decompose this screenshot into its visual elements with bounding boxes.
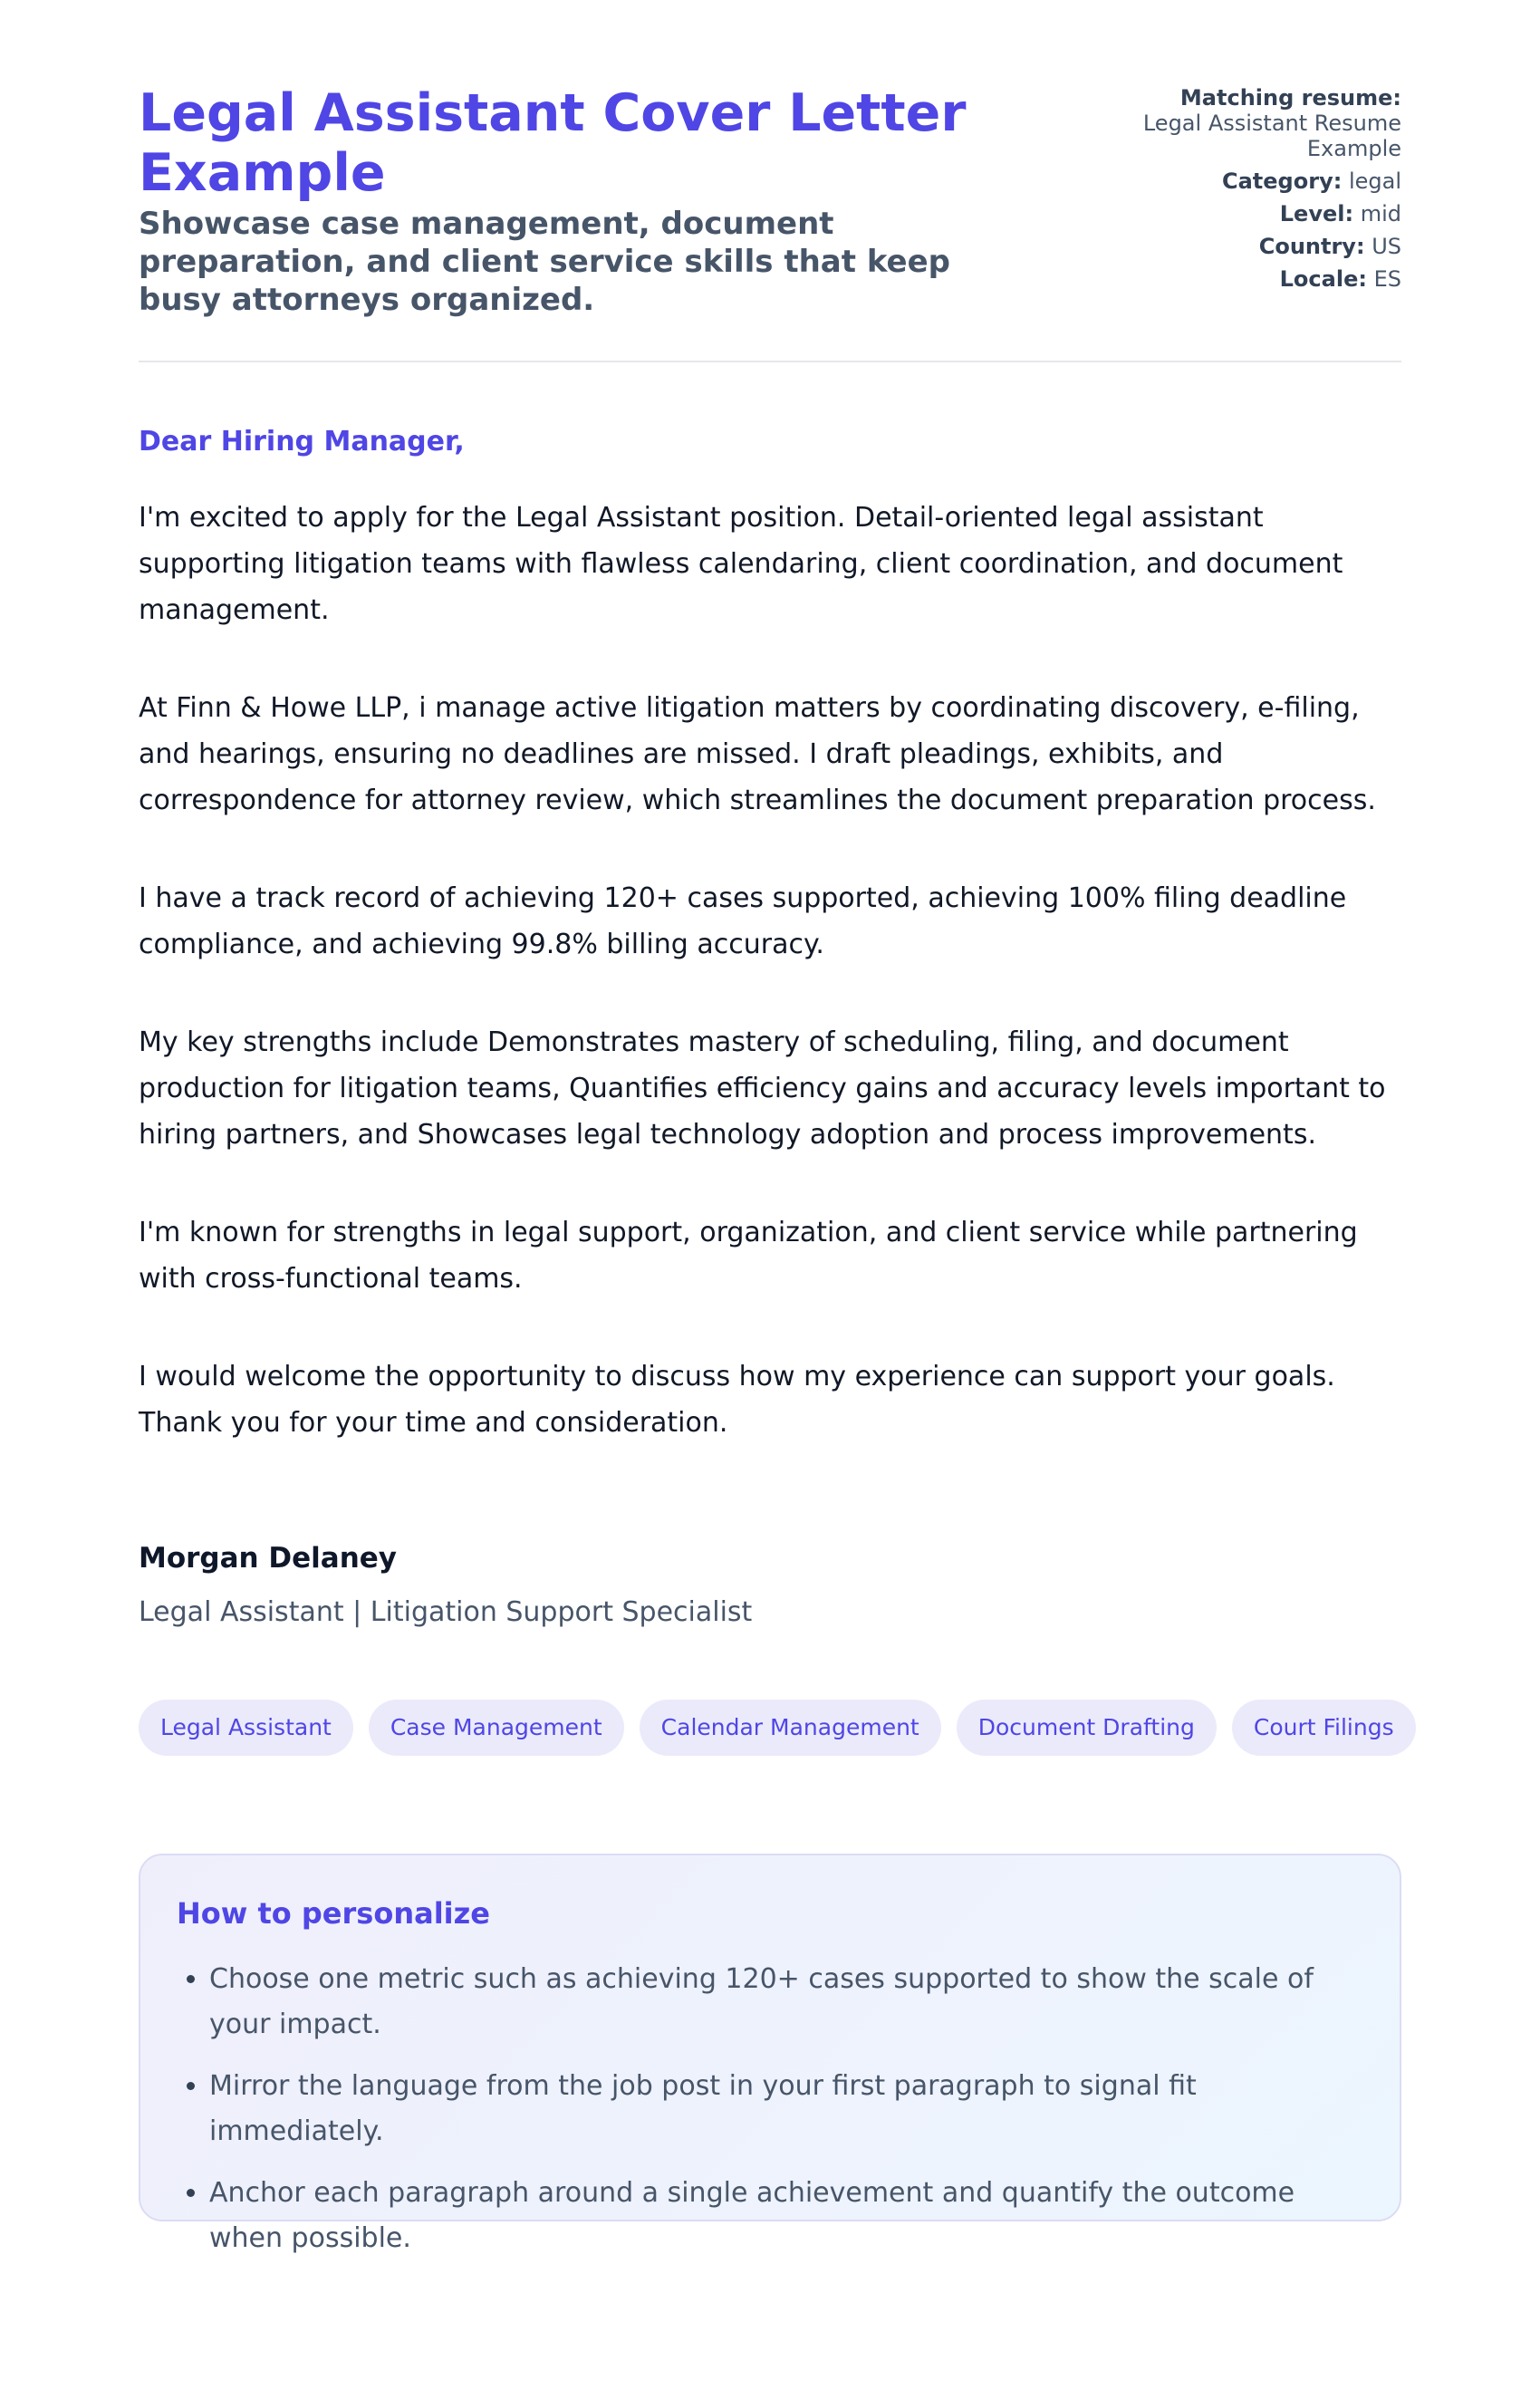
meta-label: Level: (1279, 201, 1354, 226)
meta-category (1075, 169, 1401, 194)
letter-body (139, 426, 1401, 1446)
cover-letter-page (139, 83, 1401, 2254)
tips-list (177, 1957, 1363, 2261)
meta-value: US (1372, 234, 1401, 259)
tips-list-item: • Choose one metric such as achieving 120+ cases supported to show the scale of your impact. (209, 1957, 1363, 2047)
letter-greeting: Dear Hiring Manager, (139, 426, 465, 458)
signature-title: Legal Assistant | Litigation Support Specialist (139, 1596, 753, 1628)
skill-tag: Legal Assistant (139, 1700, 353, 1756)
skill-tag: Calendar Management (640, 1700, 941, 1756)
page-subtitle: Showcase case management, document preparation, and client service skills that keep busy attorneys organized. (139, 206, 950, 318)
personalize-tips-card (139, 1854, 1401, 2254)
skill-tags (139, 1700, 1401, 1756)
meta-label: Matching resume: (1179, 85, 1401, 111)
meta-label: Category: (1222, 169, 1343, 194)
meta-country (1075, 234, 1401, 259)
tips-title: How to personalize (177, 1896, 490, 1931)
page-header (139, 83, 1401, 319)
meta-label: Country: (1258, 234, 1365, 259)
header-divider (139, 361, 1401, 362)
matching-resume-link[interactable]: Legal Assistant Resume Example (1142, 111, 1401, 161)
skill-tag: Court Filings (1232, 1700, 1416, 1756)
meta-value: legal (1348, 169, 1401, 194)
header-titles (139, 83, 1035, 319)
meta-locale (1075, 266, 1401, 292)
letter-paragraph: At Finn & Howe LLP, i manage active litigation matters by coordinating discovery, e-filing, and hearings, ensuring no deadlines are missed. I draft pleadings, exhibits, and correspondence for attorney review, which streamlines the document preparation process. (139, 692, 1376, 816)
skill-tag: Case Management (369, 1700, 624, 1756)
letter-paragraph: I have a track record of achieving 120+ cases supported, achieving 100% filing deadline compliance, and achieving 99.8% billing accuracy. (139, 882, 1347, 960)
signature-name: Morgan Delaney (139, 1542, 398, 1575)
tips-list-item: • Anchor each paragraph around a single achievement and quantify the outcome when possible. (209, 2171, 1363, 2261)
letter-paragraph: I'm excited to apply for the Legal Assistant position. Detail-oriented legal assistant supporting litigation teams with flawless calendaring, client coordination, and document management. (139, 502, 1343, 626)
signature-block (139, 1540, 1401, 1631)
letter-paragraph: I would welcome the opportunity to discuss how my experience can support your goals. Thank you for your time and consideration. (139, 1361, 1335, 1439)
tips-list-item: • Mirror the language from the job post in your first paragraph to signal fit immediately. (209, 2064, 1363, 2154)
meta-panel (1075, 85, 1401, 299)
meta-label: Locale: (1279, 266, 1367, 292)
meta-value: ES (1373, 266, 1401, 292)
meta-level (1075, 201, 1401, 226)
letter-paragraph: My key strengths include Demonstrates mastery of scheduling, filing, and document production for litigation teams, Quantifies efficiency gains and accuracy levels important to hiring partners, and Showcases legal technology adoption and process improvements. (139, 1026, 1386, 1151)
letter-paragraph: I'm known for strengths in legal support, organization, and client service while partnering with cross-functional teams. (139, 1217, 1358, 1295)
meta-value: mid (1360, 201, 1401, 226)
skill-tag: Document Drafting (957, 1700, 1217, 1756)
meta-matching-resume (1075, 85, 1401, 161)
page-title: Legal Assistant Cover Letter Example (139, 83, 967, 203)
